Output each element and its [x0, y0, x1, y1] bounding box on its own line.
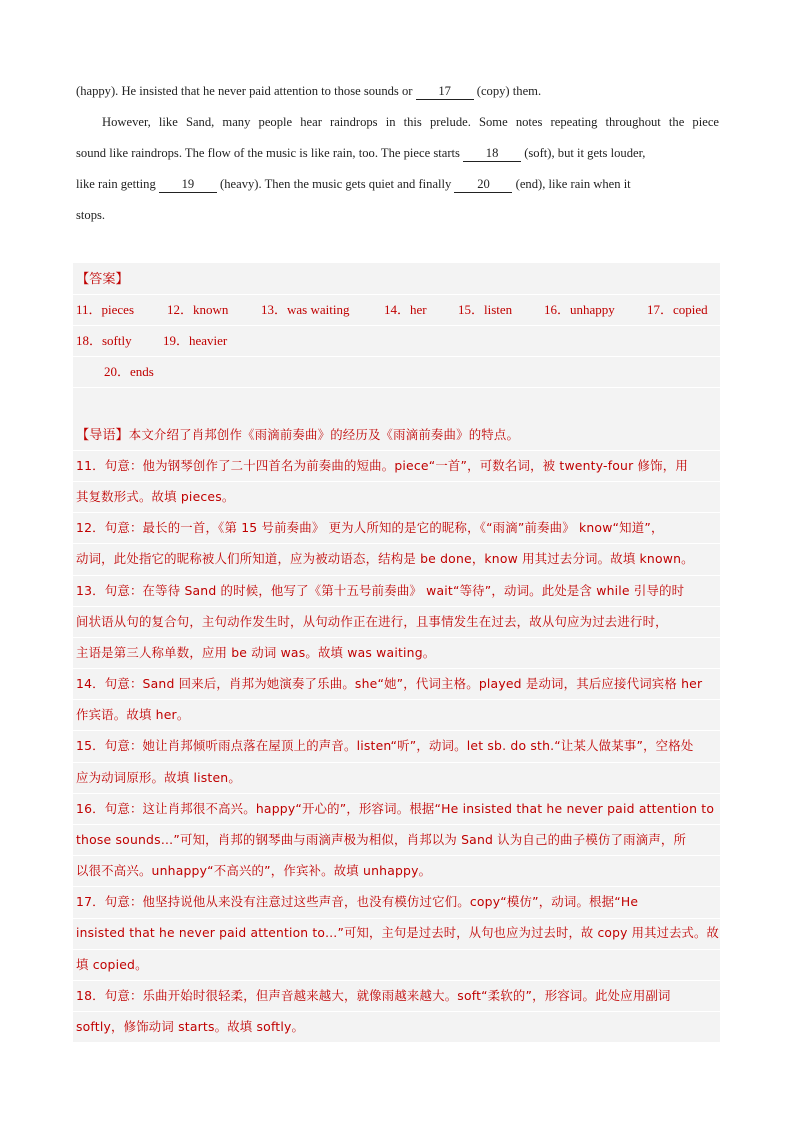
passage	[76, 76, 719, 231]
passage-text: (copy) them.	[473, 84, 542, 98]
row-divider	[73, 387, 720, 388]
answer-item: 14．her	[384, 302, 427, 317]
answer-item: 16．unhappy	[544, 302, 615, 317]
passage-line	[76, 169, 719, 200]
explanation-intro	[76, 419, 719, 450]
blank-19: 19	[159, 176, 217, 193]
answers-row-1	[76, 294, 719, 325]
blank-18: 18	[463, 145, 521, 162]
explanation-line: 主语是第三人称单数，应用 be 动词 was。故填 was waiting。	[76, 645, 436, 660]
explanation-line: 动词，此处指它的昵称被人们所知道，应为被动语态，结构是 be done，know 用其过去分词。故填 known。	[76, 551, 694, 566]
answer-item: 12．known	[167, 302, 229, 317]
passage-line: However, like Sand, many people hear raindrops in this prelude. Some notes repeating throughout the piece	[102, 115, 719, 129]
explanation-line: softly，修饰动词 starts。故填 softly。	[76, 1019, 305, 1034]
passage-line	[76, 138, 719, 169]
explanation-line: 填 copied。	[76, 957, 148, 972]
explanation-line: 15．句意：她让肖邦倾听雨点落在屋顶上的声音。listen“听”，动词。let sb. do sth.“让某人做某事”，空格处	[76, 738, 694, 753]
passage-line	[76, 76, 719, 107]
passage-text: (heavy). Then the music gets quiet and finally	[216, 177, 455, 191]
explanation-line: 作宾语。故填 her。	[76, 707, 190, 722]
answer-item: 11．pieces	[76, 302, 134, 317]
explanation-line: 间状语从句的复合句，主句动作发生时，从句动作正在进行，且事情发生在过去，故从句应为过去进行时，	[76, 614, 668, 629]
passage-text: like rain getting	[76, 177, 159, 191]
answers-row-3	[76, 356, 719, 387]
answer-item: 15．listen	[458, 302, 513, 317]
explanation-line: 以很不高兴。unhappy“不高兴的”，作宾补。故填 unhappy。	[76, 863, 432, 878]
intro-text: 本文介绍了肖邦创作《雨滴前奏曲》的经历及《雨滴前奏曲》的特点。	[128, 427, 520, 442]
explanation-line: 16．句意：这让肖邦很不高兴。happy“开心的”，形容词。根据“He insisted that he never paid attention to	[76, 801, 715, 816]
answer-item: 19．heavier	[163, 333, 228, 348]
explanation-line: 18．句意：乐曲开始时很轻柔，但声音越来越大，就像雨越来越大。soft“柔软的”，形容词。此处应用副词	[76, 988, 671, 1003]
passage-text: sound like raindrops. The flow of the music is like rain, too. The piece starts	[76, 146, 464, 160]
answer-item: 18．softly	[76, 333, 132, 348]
answer-item: 20．ends	[104, 364, 154, 379]
answers-row-2	[76, 325, 719, 356]
explanation-line: 13．句意：在等待 Sand 的时候，他写了《第十五号前奏曲》 wait“等待”，动词。此处是含 while 引导的时	[76, 583, 685, 598]
answer-item: 13．was waiting	[261, 302, 350, 317]
explanation-line: insisted that he never paid attention to…”可知，主句是过去时，从句也应为过去时，故 copy 用其过去式。故	[76, 926, 719, 940]
answer-heading: 【答案】	[76, 272, 129, 287]
passage-text: (end), like rain when it	[512, 177, 631, 191]
explanation-line: 17．句意：他坚持说他从来没有注意过这些声音，也没有模仿过它们。copy“模仿”，动词。根据“He	[76, 894, 639, 909]
intro-label: 【导语】	[76, 428, 129, 443]
explanation-line: 14．句意：Sand 回来后，肖邦为她演奏了乐曲。she“她”，代词主格。played 是动词，其后应接代词宾格 her	[76, 676, 703, 691]
answer-heading-row	[76, 263, 719, 294]
explanation-line: 12．句意：最长的一首，《第 15 号前奏曲》 更为人所知的是它的昵称，《“雨滴”前奏曲》 know“知道”，	[76, 520, 664, 535]
explanation-line: 应为动词原形。故填 listen。	[76, 770, 241, 785]
answer-item: 17．copied	[647, 302, 708, 317]
explanation-line: 11．句意：他为钢琴创作了二十四首名为前奏曲的短曲。piece“一首”，可数名词，被 twenty-four 修饰，用	[76, 458, 688, 473]
blank-20: 20	[454, 176, 512, 193]
blank-17: 17	[416, 83, 474, 100]
explanation-line: those sounds…”可知，肖邦的钢琴曲与雨滴声极为相似，肖邦以为 Sand 认为自己的曲子模仿了雨滴声，所	[76, 832, 687, 847]
explanation-line: 其复数形式。故填 pieces。	[76, 489, 235, 504]
passage-text: (happy). He insisted that he never paid attention to those sounds or	[76, 84, 416, 98]
passage-text: (soft), but it gets louder,	[521, 146, 646, 160]
passage-line: stops.	[76, 208, 106, 222]
